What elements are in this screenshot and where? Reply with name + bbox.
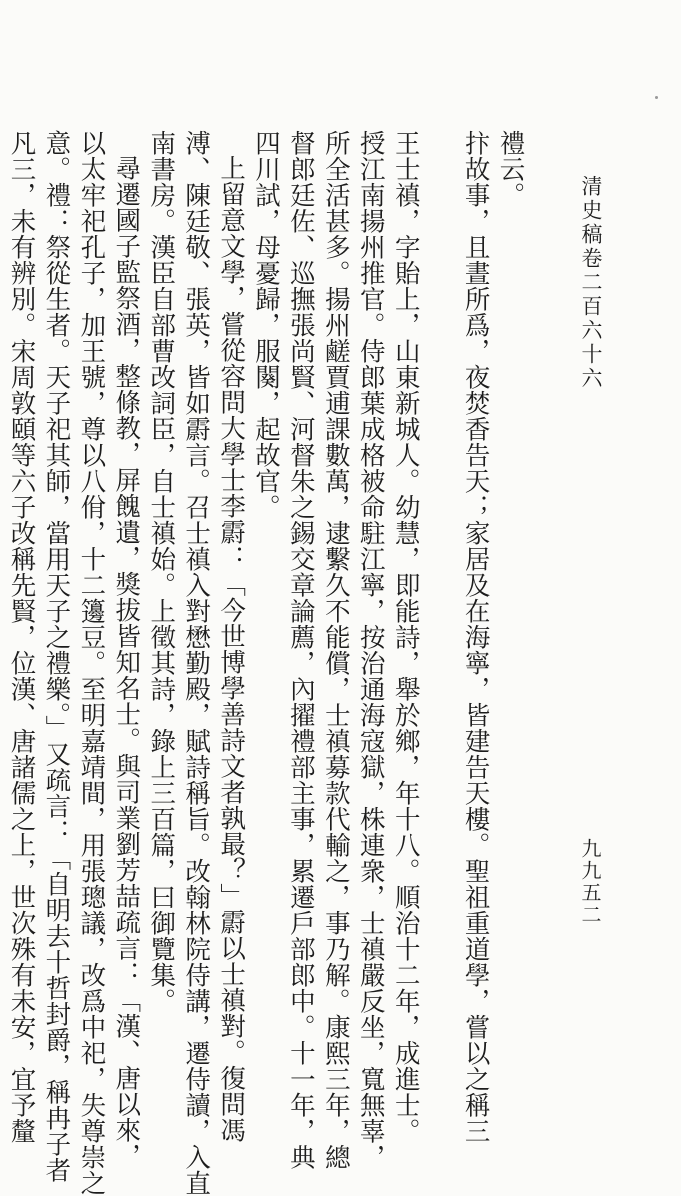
text-column-6: 所全活甚多。揚州鹺賈逋課數萬，逮繫久不能償，士禛募款代輸之，事乃解。康熙三年，總 (320, 130, 351, 1170)
text-column-13: 以太牢祀孔子，加王號，尊以八佾，十二籩豆。至明嘉靖間，用張璁議，改爲中祀，失尊崇之 (76, 130, 107, 1196)
page-number: 九九五二 (578, 838, 602, 926)
text-column-10: 溥、陳廷敬、張英，皆如霨言。召士禛入對懋勤殿，賦詩稱旨。改翰林院侍講，遷侍讀，入直 (181, 130, 212, 1196)
text-column-1: 禮云。 (495, 130, 526, 208)
text-column-4: 王士禛，字貽上，山東新城人。幼慧，即能詩，舉於鄉，年十八。順治十二年，成進士。 (390, 130, 421, 1144)
text-column-15: 凡三，未有辨別。宋周敦頤等六子改稱先賢，位漢、唐諸儒之上，世次殊有未安，宜予釐 (6, 130, 37, 1144)
ink-speck (655, 96, 658, 99)
text-column-5: 授江南揚州推官。侍郎葉成格被命駐江寧，按治通海寇獄，株連衆，士禛嚴反坐，寬無辜， (355, 130, 386, 1170)
text-column-8: 四川試，母憂歸，服闋，起故官。 (251, 130, 281, 520)
text-column-14: 意。禮：祭從生者。天子祀其師，當用天子之禮樂。」又疏言：「自明去十哲封爵，稱冉子者 (41, 130, 72, 1184)
text-column-7: 督郎廷佐、巡撫張尚賢、河督朱之錫交章論薦，內擢禮部主事，累遷戶部郎中。十一年，典 (285, 130, 316, 1170)
text-column-9: 上留意文學，嘗從容問大學士李霨：「今世博學善詩文者孰最？」霨以士禛對。復問馮 (216, 155, 247, 1143)
running-head: 清史稿卷二百六十六 (579, 175, 603, 391)
text-column-11: 南書房。漢臣自部曹改詞臣，自士禛始。上徵其詩，錄上三百篇，曰御覽集。 (146, 130, 177, 1014)
text-column-12: 尋遷國子監祭酒，整條教，屏餽遺，獎拔皆知名士。與司業劉芳喆疏言：「漢、唐以來， (111, 155, 142, 1169)
text-column-2: 抃故事，且晝所爲，夜焚香告天；家居及在海寧，皆建告天樓。聖祖重道學，嘗以之稱三 (460, 130, 491, 1144)
